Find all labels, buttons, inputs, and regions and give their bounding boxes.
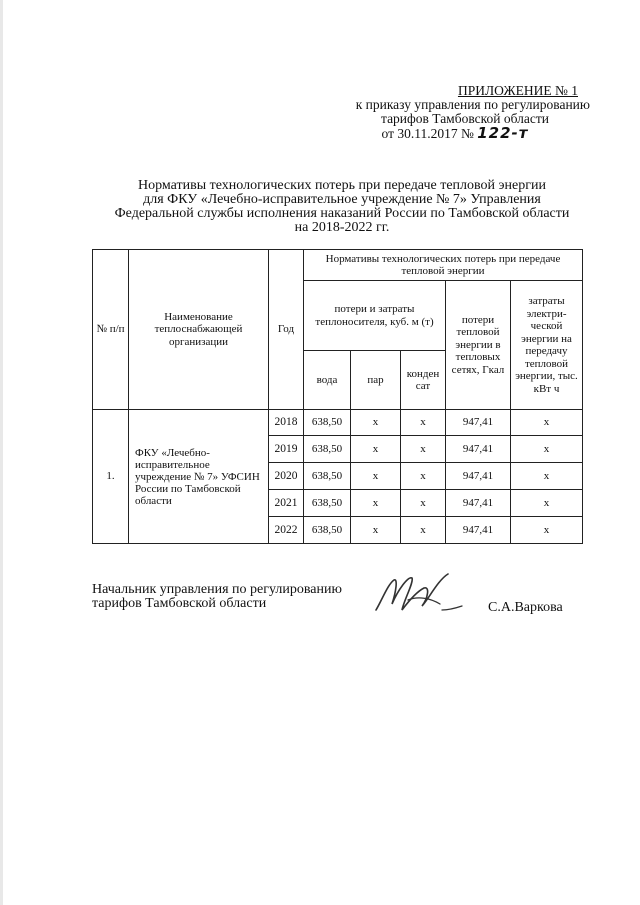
cell-year: 2018 (269, 410, 304, 436)
handwritten-order-number: 122-т (477, 124, 529, 142)
appendix-line-1: к приказу управления по регулированию (355, 97, 590, 112)
header-norms-group: Нормативы технологических потерь при передаче тепловой энергии (304, 250, 583, 281)
appendix-date-line (300, 126, 590, 141)
cell-electricity: х (511, 490, 583, 517)
cell-heat: 947,41 (446, 490, 511, 517)
cell-water: 638,50 (304, 463, 351, 490)
header-steam: пар (351, 351, 401, 410)
table-row (93, 410, 583, 436)
row-number: 1. (93, 410, 129, 544)
cell-year: 2020 (269, 463, 304, 490)
position-line-1: Начальник управления по регулированию (92, 582, 342, 597)
appendix-date: от 30.11.2017 № (381, 126, 474, 141)
cell-heat: 947,41 (446, 517, 511, 544)
cell-water: 638,50 (304, 490, 351, 517)
cell-steam: х (351, 517, 401, 544)
cell-condensate: х (401, 517, 446, 544)
document-title-line-4: на 2018-2022 гг. (294, 220, 390, 235)
cell-water: 638,50 (304, 410, 351, 436)
cell-condensate: х (401, 410, 446, 436)
scan-edge (0, 0, 3, 905)
cell-year: 2021 (269, 490, 304, 517)
cell-condensate: х (401, 436, 446, 463)
cell-water: 638,50 (304, 517, 351, 544)
cell-heat: 947,41 (446, 410, 511, 436)
document-title-line-1: Нормативы технологических потерь при передаче тепловой энергии (138, 178, 546, 193)
appendix-title: ПРИЛОЖЕНИЕ № 1 (457, 83, 578, 98)
cell-electricity: х (511, 463, 583, 490)
header-coolant-group: потери и затраты теплоносителя, куб. м (т) (304, 281, 446, 351)
handwritten-signature (368, 570, 468, 620)
position-line-2: тарифов Тамбовской области (92, 596, 267, 611)
header-water: вода (304, 351, 351, 410)
organization-name: ФКУ «Лечебно-исправительное учреждение № 7» УФСИН России по Тамбовской области (129, 410, 269, 544)
cell-heat: 947,41 (446, 463, 511, 490)
cell-heat: 947,41 (446, 436, 511, 463)
document-title-line-3: Федеральной службы исполнения наказаний России по Тамбовской области (114, 206, 570, 221)
cell-water: 638,50 (304, 436, 351, 463)
cell-electricity: х (511, 436, 583, 463)
cell-electricity: х (511, 410, 583, 436)
cell-steam: х (351, 410, 401, 436)
cell-steam: х (351, 490, 401, 517)
header-org: Наименование теплоснабжающей организации (129, 250, 269, 410)
appendix-line-2: тарифов Тамбовской области (381, 111, 549, 126)
header-year: Год (269, 250, 304, 410)
cell-condensate: х (401, 490, 446, 517)
cell-electricity: х (511, 517, 583, 544)
cell-year: 2019 (269, 436, 304, 463)
document-title-line-2: для ФКУ «Лечебно-исправительное учреждение № 7» Управления (143, 192, 541, 207)
cell-year: 2022 (269, 517, 304, 544)
cell-condensate: х (401, 463, 446, 490)
signature-position (92, 583, 342, 611)
header-electricity: затраты электри- ческой энергии на передачу тепловой энергии, тыс. кВт ч (511, 281, 583, 410)
cell-steam: х (351, 436, 401, 463)
signer-name: С.А.Варкова (488, 600, 563, 615)
norms-table (92, 249, 583, 544)
header-num: № п/п (93, 250, 129, 410)
header-heat-losses: потери тепловой энергии в тепловых сетях, Гкал (446, 281, 511, 410)
cell-steam: х (351, 463, 401, 490)
document-title (92, 179, 592, 235)
appendix-header (300, 84, 590, 141)
header-condensate: конден сат (401, 351, 446, 410)
